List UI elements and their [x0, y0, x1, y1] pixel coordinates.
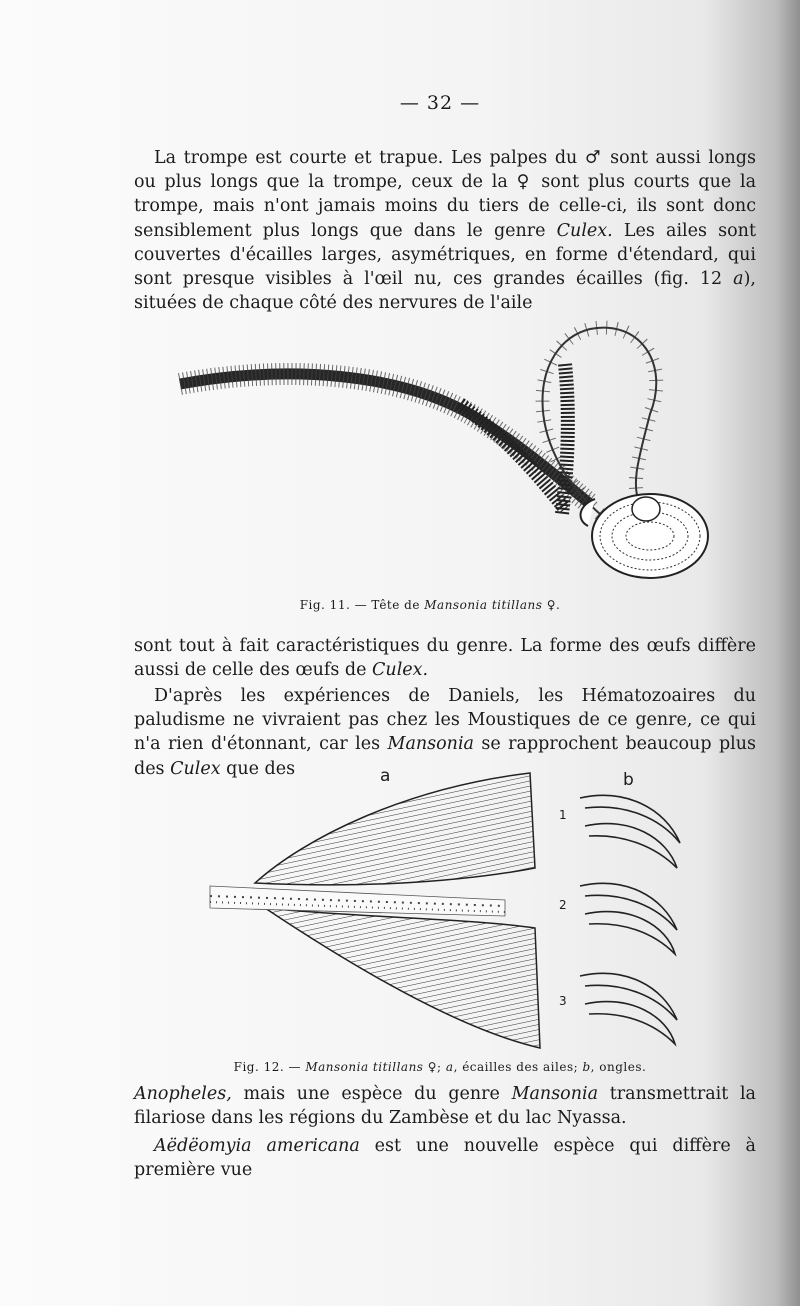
- species-name: Aëdëomyia americana: [154, 1136, 360, 1156]
- text-run: La trompe est courte et trapue. Les palpes du: [154, 148, 585, 168]
- male-symbol: ♂: [584, 148, 603, 168]
- figure-11-mosquito-head: [170, 304, 730, 594]
- text-run: Les ailes sont couvertes d'écailles larges, asymétriques, en forme d'étendard, qui sont presque visibles à l'œil nu, ces grandes écailles (fig. 12: [134, 220, 756, 290]
- wing-scale-upper: [255, 773, 535, 885]
- caption-ref-a: a: [445, 1060, 454, 1074]
- figure-12-drawing: [205, 768, 690, 1058]
- caption-text: Fig. 11. — Tête de: [299, 598, 425, 612]
- text-run: se rapprochent beaucoup plus des: [134, 734, 756, 779]
- genus-name: Culex: [170, 758, 221, 779]
- text-run: transmettrait la filariose dans les régions du Zambèse et du lac Nyassa.: [134, 1084, 756, 1129]
- text-run: sont tout à fait caractéristiques du genre. La forme des œufs diffère aussi de celle des œufs de: [134, 636, 756, 681]
- caption-species: Mansonia titillans: [305, 1060, 424, 1074]
- paragraph-4: [134, 1082, 756, 1130]
- text-run: D'après les expériences de Daniels, les Hématozoaires du paludisme ne vivraient pas chez les Moustiques de ce genre, ce qui n'a rien d'étonnant, car les: [134, 686, 756, 755]
- claws: [580, 795, 680, 1044]
- caption-ref-b: b: [582, 1060, 591, 1074]
- claw-label-3: 3: [559, 994, 567, 1008]
- page-number: — 32 —: [399, 92, 481, 114]
- figure-label-a: a: [380, 766, 391, 786]
- paragraph-3: [134, 684, 756, 781]
- genus-name: Mansonia: [387, 734, 474, 755]
- wing-vein: [210, 886, 505, 916]
- figure-12-caption: [0, 1060, 800, 1074]
- text-run: mais une espèce du genre: [231, 1084, 512, 1104]
- figure-11-caption: [0, 598, 800, 612]
- wing-scale-lower: [265, 908, 540, 1048]
- text-run: sont aussi longs ou plus longs que la trompe, ceux de la: [134, 148, 756, 193]
- text-run: ), situées de chaque côté des nervures de l'aile: [134, 269, 756, 314]
- text-run: sont plus courts que la trompe, mais n'ont jamais moins du tiers de celle-ci, ils sont donc sensiblement plus longs que dans le genre: [134, 172, 757, 241]
- genus-name: Mansonia: [511, 1084, 599, 1104]
- text-run: est une nouvelle espèce qui diffère à première vue: [134, 1136, 756, 1181]
- female-symbol: ♀: [516, 172, 533, 193]
- paragraph-1: [134, 146, 756, 315]
- compound-eye: [581, 494, 708, 578]
- antenna-left: [180, 374, 590, 504]
- claw-label-1: 1: [559, 808, 567, 822]
- text-run: que des: [220, 758, 296, 779]
- claw-label-2: 2: [559, 898, 567, 912]
- caption-species: Mansonia titillans: [424, 598, 543, 612]
- genus-name: Culex.: [372, 660, 429, 681]
- genus-name: Culex.: [556, 220, 613, 241]
- caption-text: ♀.: [542, 598, 561, 612]
- caption-text: , écailles des ailes;: [453, 1060, 583, 1074]
- paragraph-2: [134, 634, 756, 682]
- caption-text: ♀;: [423, 1060, 446, 1074]
- figure-label-b: b: [623, 770, 634, 790]
- figure-ref: a: [733, 269, 744, 290]
- figure-12-scales-and-claws: [205, 768, 690, 1058]
- caption-text: Fig. 12. —: [233, 1060, 306, 1074]
- paragraph-5: [134, 1134, 756, 1182]
- genus-name: Anopheles,: [134, 1084, 232, 1104]
- caption-text: , ongles.: [590, 1060, 647, 1074]
